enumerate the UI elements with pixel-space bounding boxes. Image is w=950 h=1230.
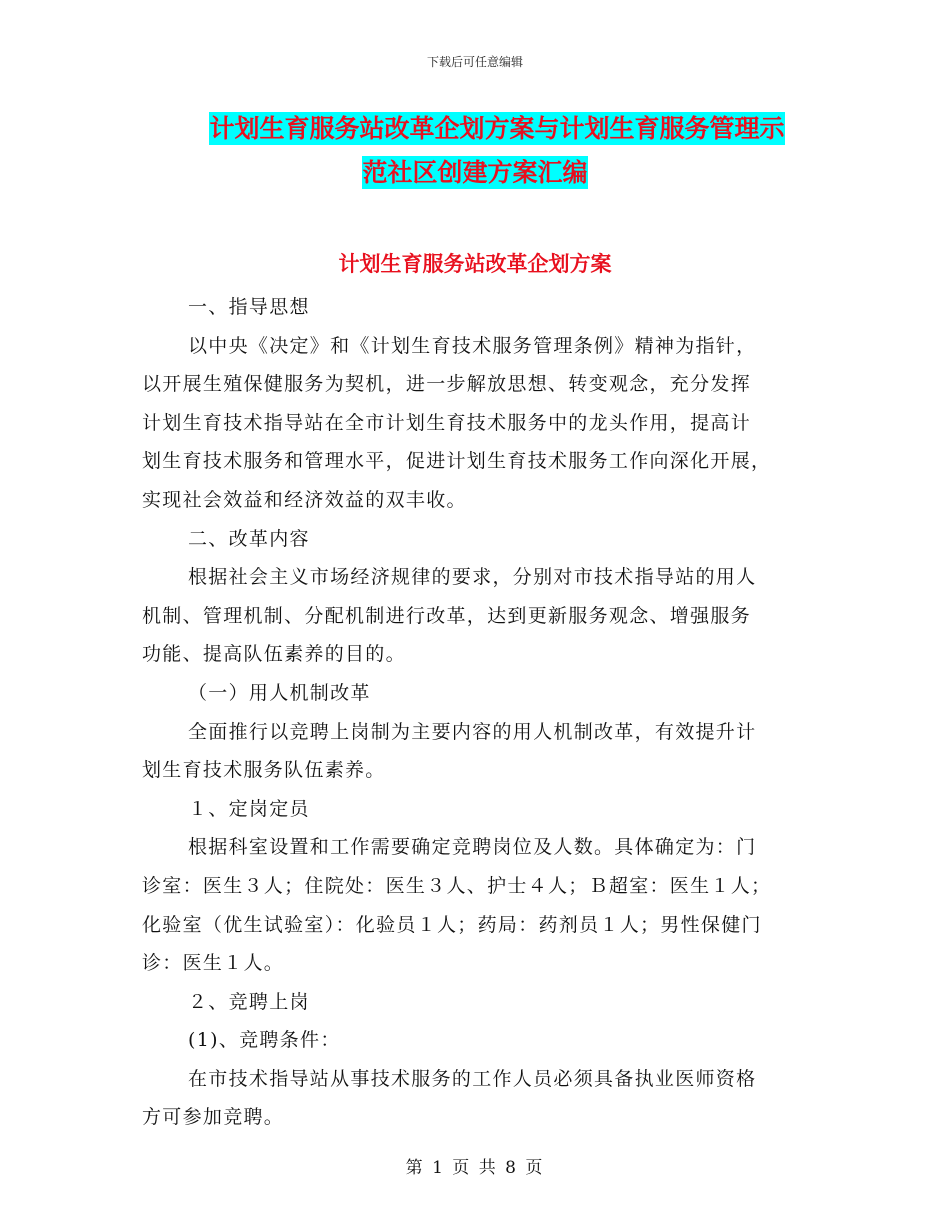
- paragraph-line: 根据科室设置和工作需要确定竞聘岗位及人数。具体确定为：门: [188, 836, 757, 859]
- paragraph-line: 划生育技术服务队伍素养。: [142, 759, 386, 782]
- paragraph-line: 机制、管理机制、分配机制进行改革，达到更新服务观念、增强服务: [142, 604, 752, 627]
- paragraph-line: 诊室：医生３人；住院处：医生３人、护士４人；Ｂ超室：医生１人；: [142, 874, 772, 897]
- paragraph-line: 化验室（优生试验室）：化验员１人；药局：药剂员１人；男性保健门: [142, 913, 762, 936]
- heading-guiding-ideology: 一、指导思想: [188, 296, 310, 318]
- paragraph-line: 根据社会主义市场经济规律的要求，分别对市技术指导站的用人: [188, 566, 757, 589]
- header-note: 下载后可任意编辑: [426, 55, 523, 69]
- paragraph-line: 方可参加竞聘。: [142, 1106, 285, 1129]
- paragraph-line: 实现社会效益和经济效益的双丰收。: [142, 488, 467, 511]
- paragraph-line: 以中央《决定》和《计划生育技术服务管理条例》精神为指针，: [188, 334, 757, 357]
- title-highlight-1: 计划生育服务站改革企划方案与计划生育服务管理示: [209, 114, 785, 143]
- paragraph-line: 计划生育技术指导站在全市计划生育技术服务中的龙头作用，提高计: [142, 411, 752, 434]
- document-title-line-2: [0, 157, 950, 189]
- heading-post-staffing: １、定岗定员: [188, 797, 310, 820]
- section-title: 计划生育服务站改革企划方案: [338, 252, 612, 276]
- paragraph-line: 功能、提高队伍素养的目的。: [142, 643, 406, 666]
- paragraph-line: 划生育技术服务和管理水平，促进计划生育技术服务工作向深化开展，: [142, 450, 772, 473]
- paragraph-line: 在市技术指导站从事技术服务的工作人员必须具备执业医师资格: [188, 1067, 757, 1090]
- page-footer: 第 1 页 共 8 页: [405, 1158, 545, 1178]
- heading-competition-conditions: (1)、竞聘条件：: [188, 1029, 341, 1052]
- heading-competitive-posting: ２、竞聘上岗: [188, 990, 310, 1013]
- title-highlight-2: 范社区创建方案汇编: [362, 158, 588, 187]
- heading-employment-reform: （一）用人机制改革: [188, 681, 371, 704]
- document-body: [142, 288, 810, 1137]
- paragraph-line: 全面推行以竞聘上岗制为主要内容的用人机制改革，有效提升计: [188, 720, 757, 743]
- document-title-line-1: [22, 113, 950, 145]
- paragraph-line: 诊：医生１人。: [142, 952, 285, 975]
- paragraph-line: 以开展生殖保健服务为契机，进一步解放思想、转变观念，充分发挥: [142, 373, 752, 396]
- heading-reform-content: 二、改革内容: [188, 527, 310, 550]
